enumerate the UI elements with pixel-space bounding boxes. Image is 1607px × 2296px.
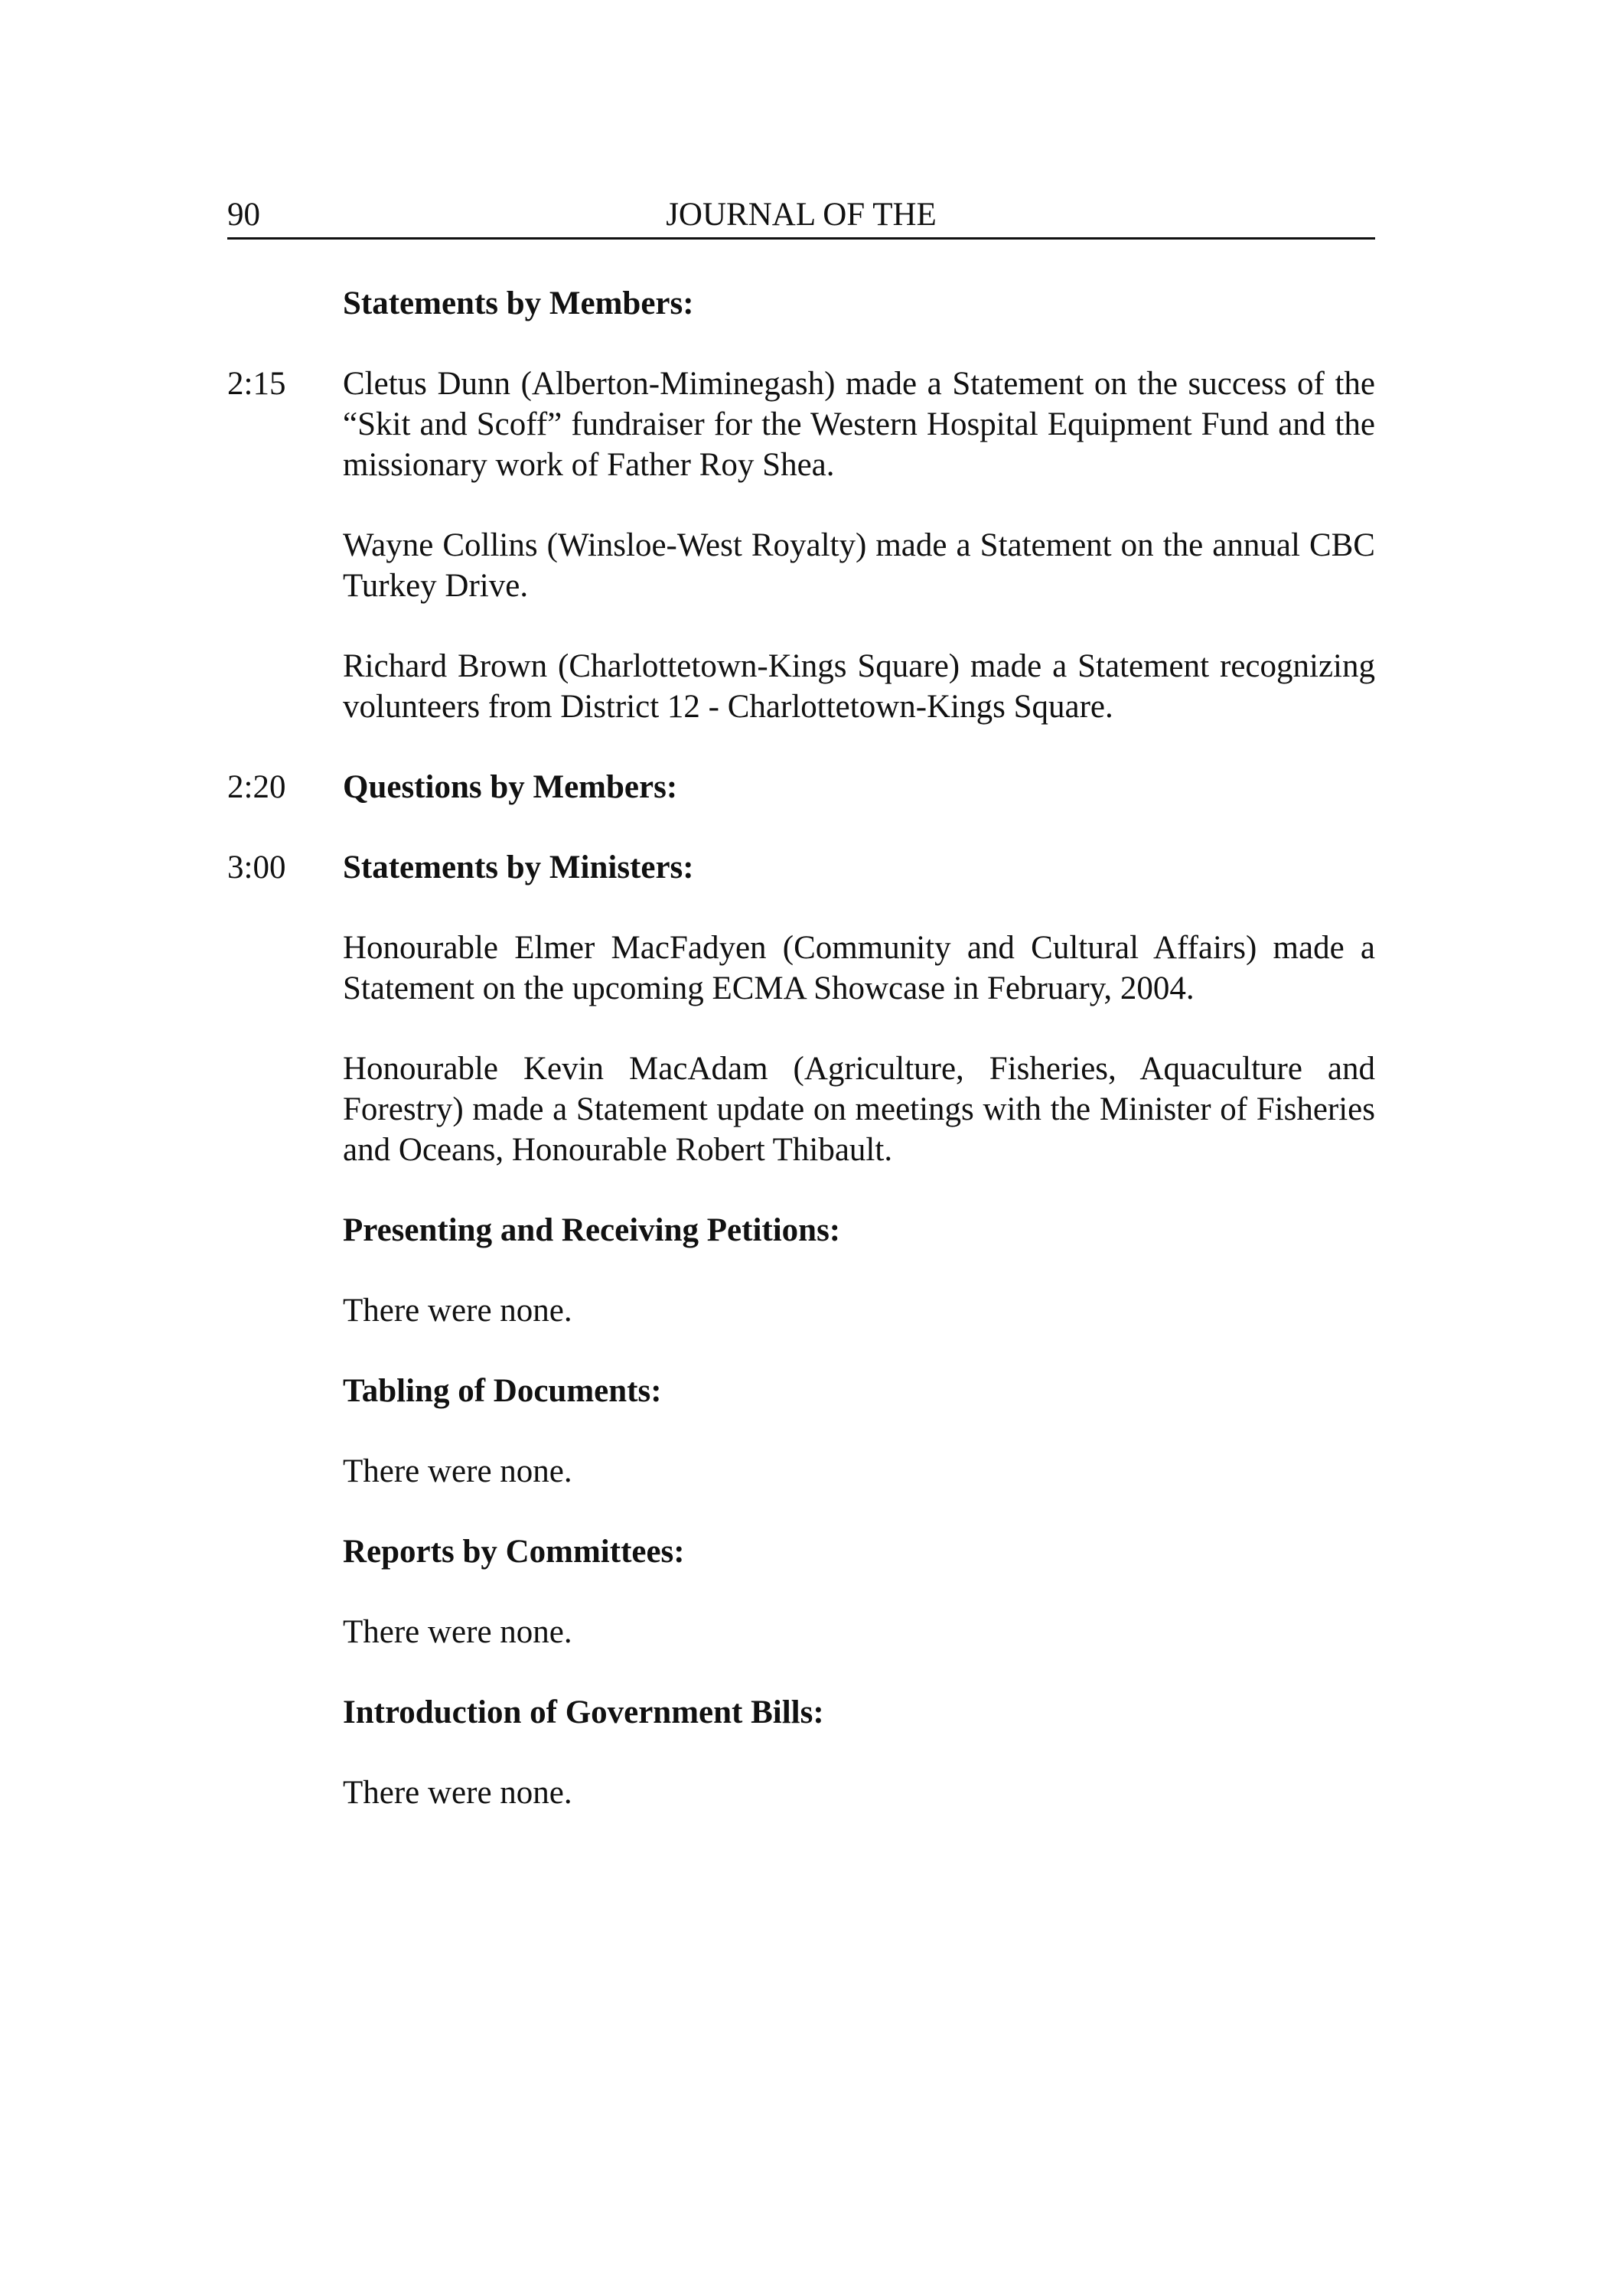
journal-section	[227, 1692, 1375, 1813]
statement-paragraph: There were none.	[343, 1453, 572, 1489]
page-number: 90	[227, 197, 260, 233]
statement-paragraph: There were none.	[343, 1614, 572, 1650]
section-heading: Tabling of Documents:	[343, 1373, 662, 1409]
statement-paragraph: Honourable Kevin MacAdam (Agriculture, Fisheries, Aquaculture and Forestry) made a Statement update on meetings with the Minister of Fisheries and Oceans, Honourable Robert Thibault.	[343, 1051, 1375, 1168]
time-stamp: 2:20	[227, 769, 286, 805]
journal-content	[227, 283, 1375, 1853]
time-stamp: 3:00	[227, 850, 286, 885]
journal-section	[227, 847, 1375, 1170]
statement-paragraph: There were none.	[343, 1775, 572, 1811]
section-heading: Presenting and Receiving Petitions:	[343, 1212, 841, 1248]
section-heading: Reports by Committees:	[343, 1534, 685, 1570]
statement-paragraph: Cletus Dunn (Alberton-Miminegash) made a Statement on the success of the “Skit and Scoff” fundraiser for the Western Hospital Equipment Fund and the missionary work of Father Roy Shea.	[343, 366, 1375, 483]
journal-section	[227, 364, 1375, 727]
statement-paragraph: Richard Brown (Charlottetown-Kings Square) made a Statement recognizing volunteers from District 12 - Charlottetown-Kings Square.	[343, 648, 1375, 725]
section-heading: Statements by Ministers:	[343, 850, 694, 885]
page-header	[227, 193, 1375, 240]
statement-paragraph: Honourable Elmer MacFadyen (Community and Cultural Affairs) made a Statement on the upcoming ECMA Showcase in February, 2004.	[343, 930, 1375, 1006]
journal-section	[227, 283, 1375, 324]
section-heading: Questions by Members:	[343, 769, 678, 805]
section-heading: Introduction of Government Bills:	[343, 1694, 824, 1730]
running-title: JOURNAL OF THE	[666, 197, 937, 233]
time-stamp: 2:15	[227, 366, 286, 402]
journal-section	[227, 767, 1375, 807]
statement-paragraph: Wayne Collins (Winsloe-West Royalty) made a Statement on the annual CBC Turkey Drive.	[343, 527, 1375, 604]
journal-section	[227, 1531, 1375, 1652]
statement-paragraph: There were none.	[343, 1293, 572, 1329]
journal-section	[227, 1371, 1375, 1492]
section-heading: Statements by Members:	[343, 285, 694, 321]
journal-section	[227, 1210, 1375, 1331]
